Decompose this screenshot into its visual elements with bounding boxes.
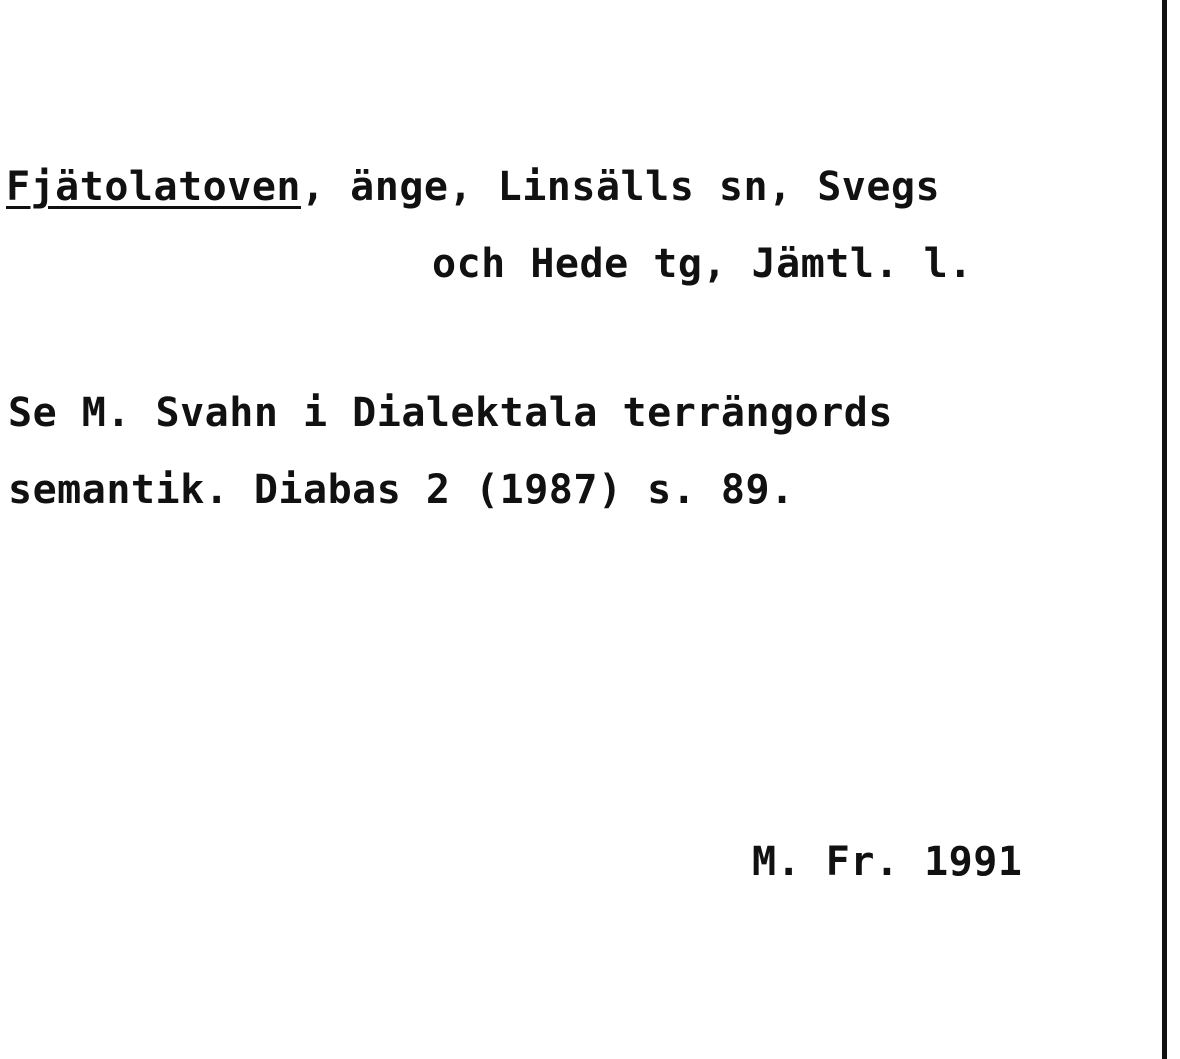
entry-line-2: och Hede tg, Jämtl. l. [432, 241, 973, 287]
reference-line-1: Se M. Svahn i Dialektala terrängords [8, 390, 893, 436]
headword: Fjätolatoven [6, 164, 301, 210]
reference-line-2: semantik. Diabas 2 (1987) s. 89. [8, 467, 795, 513]
entry-location-text: , änge, Linsälls sn, Svegs [300, 164, 941, 210]
card-edge-line [1162, 0, 1167, 1059]
entry-line-1 [6, 163, 940, 211]
signature: M. Fr. 1991 [752, 839, 1023, 885]
